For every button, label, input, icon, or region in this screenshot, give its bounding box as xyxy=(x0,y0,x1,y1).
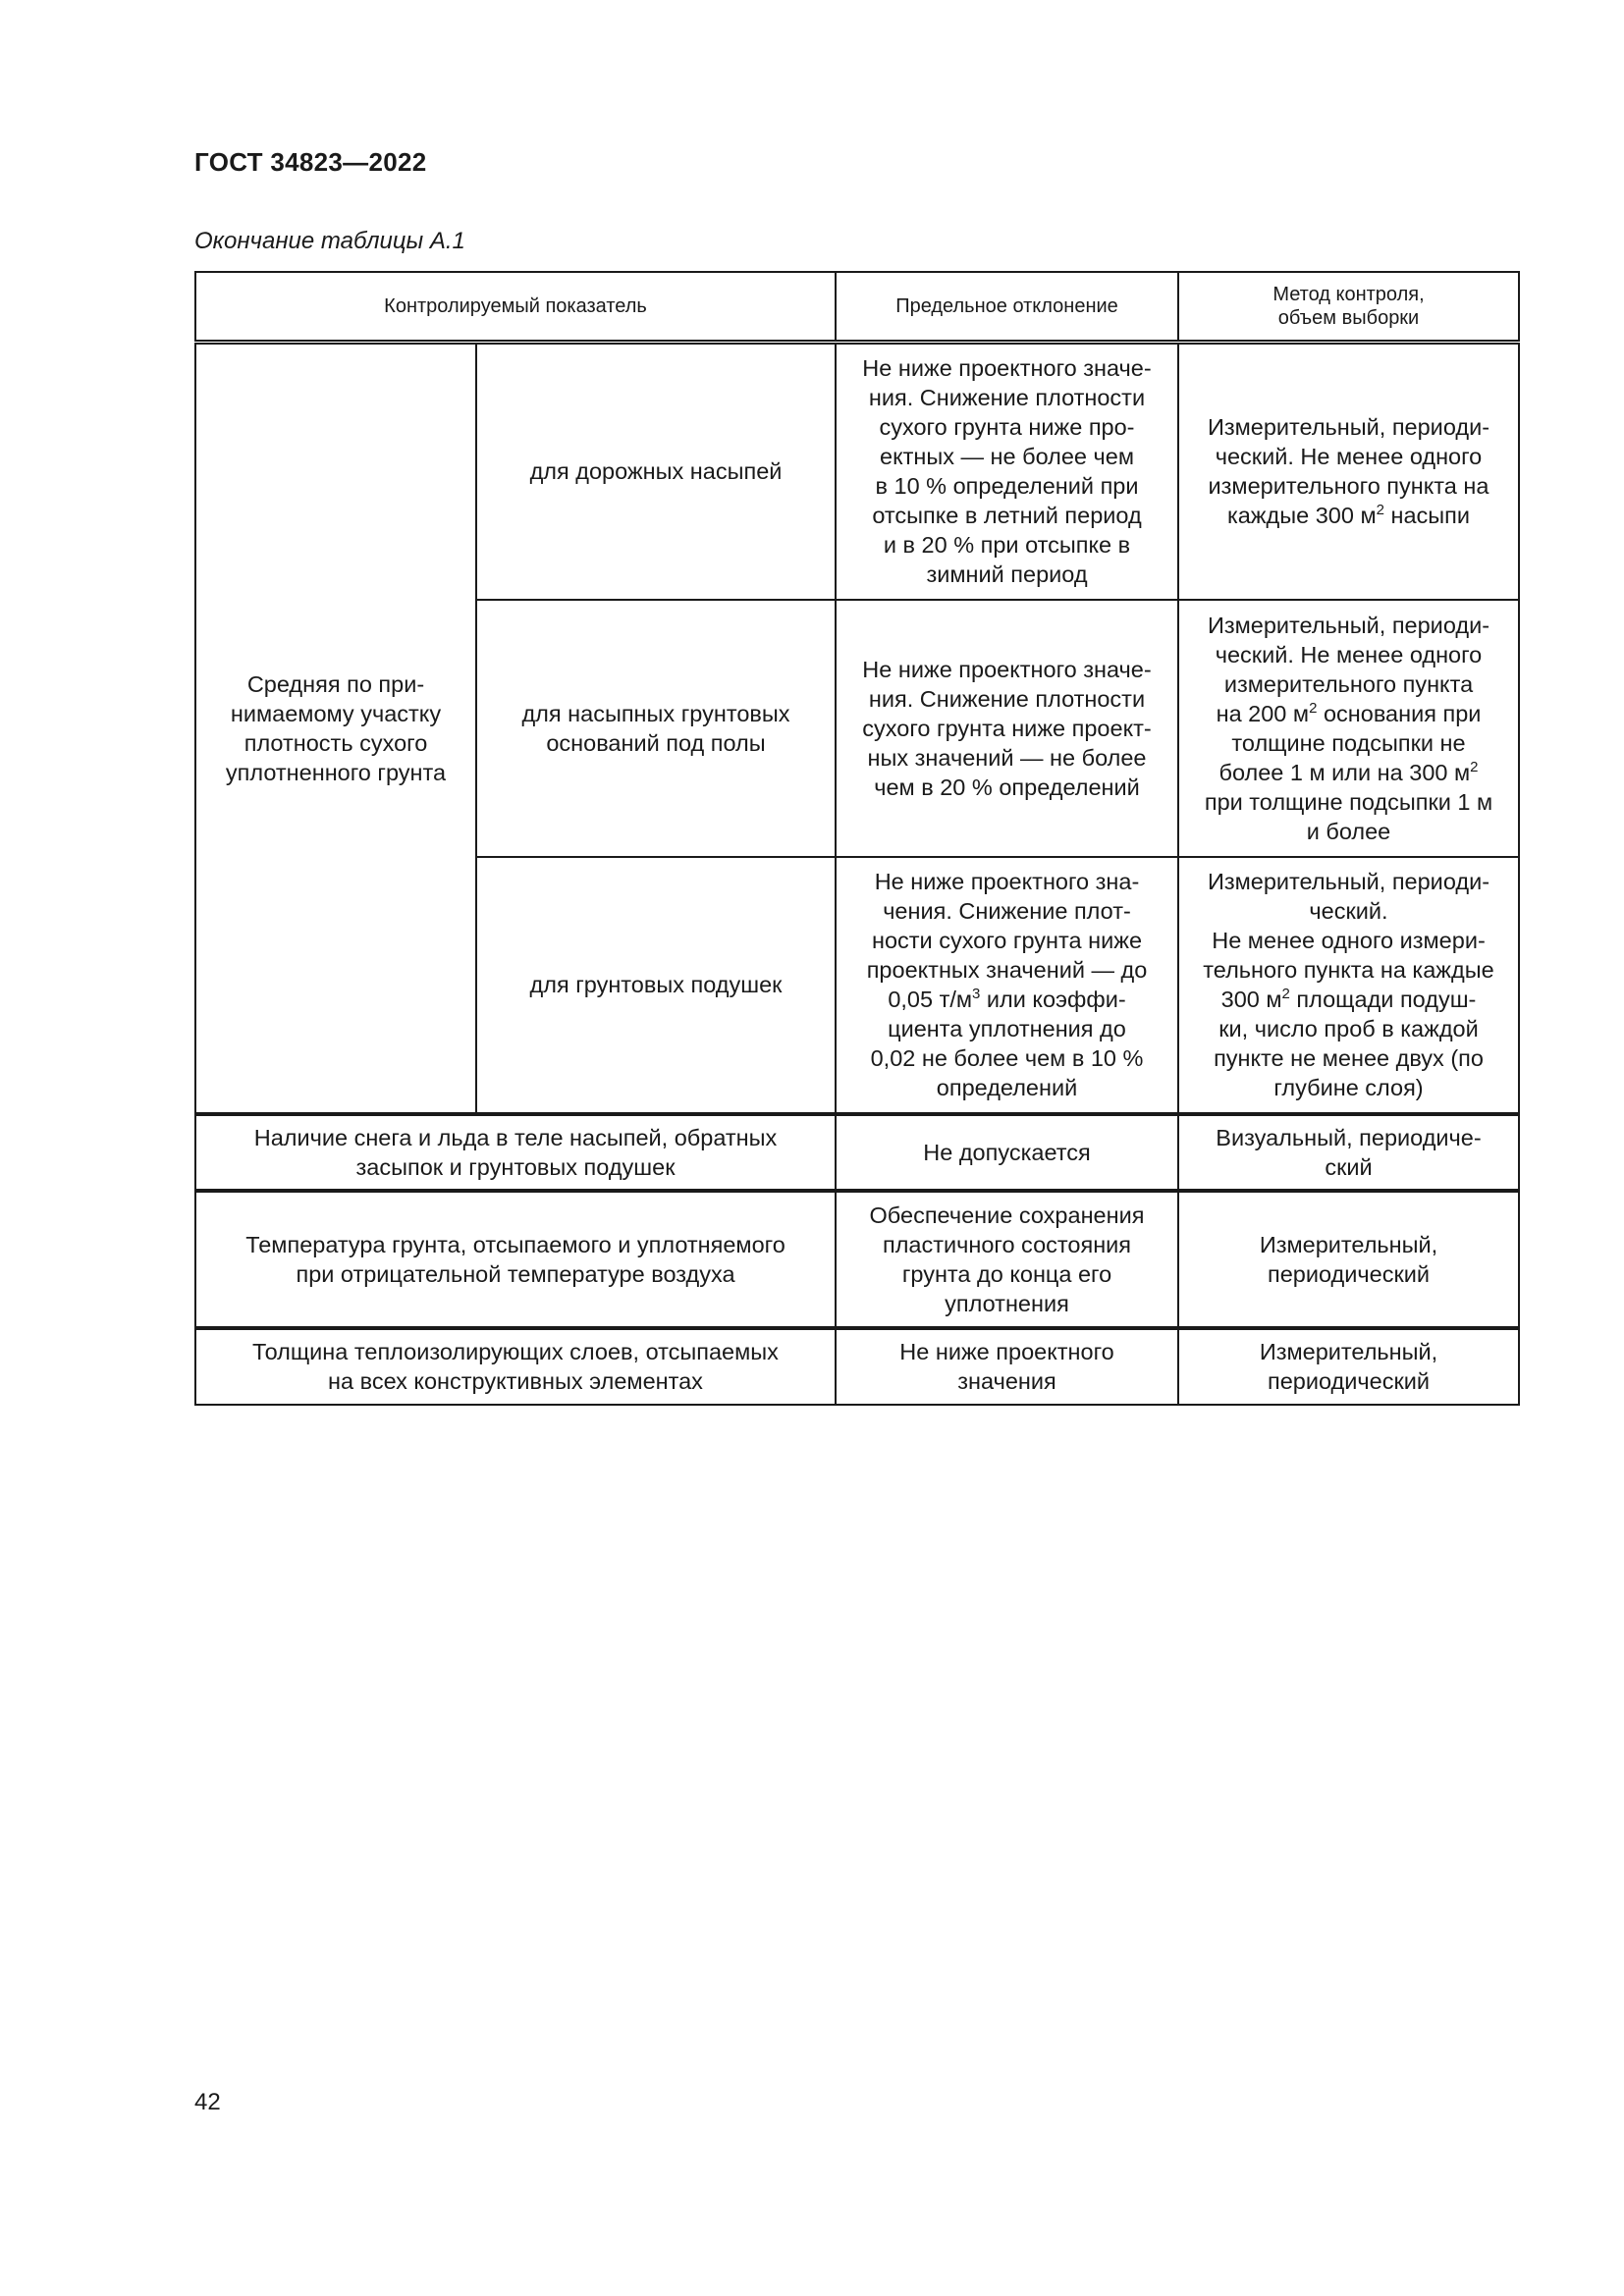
indicator-cell: Температура грунта, отсыпаемого и уплотняемого при отрицательной температуре воздуха xyxy=(195,1191,836,1328)
group-indicator-cell: Средняя по при- нимаемому участку плотность сухого уплотненного грунта xyxy=(195,343,476,1114)
method-cell: Измерительный, периоди- ческий. Не менее одного измерительного пункта на каждые 300 $м^2$ насыпи xyxy=(1178,343,1519,600)
table-row xyxy=(195,1114,1519,1191)
column-header-deviation: Предельное отклонение xyxy=(836,272,1178,343)
indicator-cell: Толщина теплоизолирующих слоев, отсыпаемых на всех конструктивных элементах xyxy=(195,1328,836,1405)
table-caption: Окончание таблицы А.1 xyxy=(194,228,465,254)
control-table xyxy=(194,271,1520,1406)
deviation-cell: Не ниже проектного зна- чения. Снижение плот- ности сухого грунта ниже проектных значений — до 0,05 $т/м^3$ или коэффи- циента уплотнения до 0,02 не более чем в 10 % определений xyxy=(836,857,1178,1114)
table-row xyxy=(195,1328,1519,1405)
sub-indicator-cell: для дорожных насыпей xyxy=(476,343,836,600)
document-header: ГОСТ 34823—2022 xyxy=(194,147,427,177)
deviation-cell: Не допускается xyxy=(836,1114,1178,1191)
page-number: 42 xyxy=(194,2089,221,2115)
method-cell: Измерительный, периодический xyxy=(1178,1191,1519,1328)
column-header-indicator: Контролируемый показатель xyxy=(195,272,836,343)
indicator-cell: Наличие снега и льда в теле насыпей, обратных засыпок и грунтовых подушек xyxy=(195,1114,836,1191)
column-header-method: Метод контроля, объем выборки xyxy=(1178,272,1519,343)
deviation-cell: Не ниже проектного значе- ния. Снижение плотности сухого грунта ниже про- ектных — не более чем в 10 % определений при отсыпке в летний период и в 20 % при отсыпке в зимний период xyxy=(836,343,1178,600)
sub-indicator-cell: для насыпных грунтовых оснований под полы xyxy=(476,600,836,857)
method-cell: Измерительный, периоди- ческий. Не менее одного измерительного пункта на 200 $м^2$ основания при толщине подсыпки не более 1 м или на 300 $м^2$ при толщине подсыпки 1 м и более xyxy=(1178,600,1519,857)
table-row xyxy=(195,343,1519,600)
table-row xyxy=(195,1191,1519,1328)
deviation-cell: Не ниже проектного значе- ния. Снижение плотности сухого грунта ниже проект- ных значений — не более чем в 20 % определений xyxy=(836,600,1178,857)
method-cell: Визуальный, периодиче- ский xyxy=(1178,1114,1519,1191)
method-cell: Измерительный, периодический xyxy=(1178,1328,1519,1405)
deviation-cell: Не ниже проектного значения xyxy=(836,1328,1178,1405)
method-cell: Измерительный, периоди- ческий. Не менее одного измери- тельного пункта на каждые 300 $м^2$ площади подуш- ки, число проб в каждой пункте не менее двух (по глубине слоя) xyxy=(1178,857,1519,1114)
table-header-row xyxy=(195,272,1519,343)
deviation-cell: Обеспечение сохранения пластичного состояния грунта до конца его уплотнения xyxy=(836,1191,1178,1328)
sub-indicator-cell: для грунтовых подушек xyxy=(476,857,836,1114)
